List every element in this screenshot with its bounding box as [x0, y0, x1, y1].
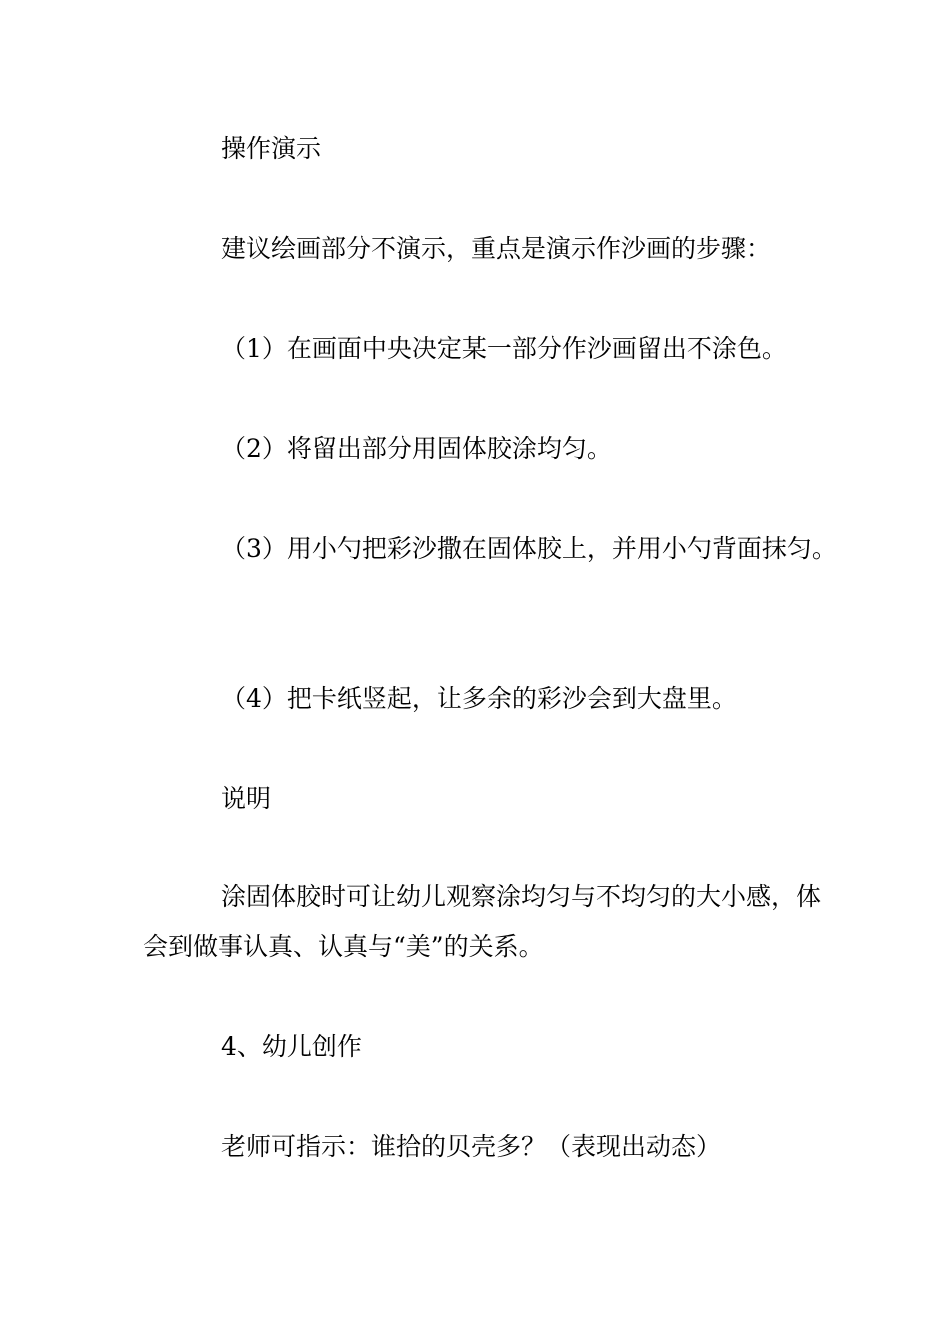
step-1: （1）在画面中央决定某一部分作沙画留出不涂色。 — [221, 334, 787, 363]
paragraph-explanation: 涂固体胶时可让幼儿观察涂均匀与不均匀的大小感，体会到做事认真、认真与“美”的关系。 — [143, 882, 822, 961]
paragraph-teacher-instruction: 老师可指示：谁拾的贝壳多？（表现出动态） — [221, 1132, 722, 1161]
heading-operation-demo: 操作演示 — [221, 134, 322, 163]
heading-child-creation: 4、幼儿创作 — [221, 1032, 362, 1061]
step-3: （3）用小勺把彩沙撒在固体胶上，并用小勺背面抹匀。 — [221, 534, 837, 563]
paragraph-suggestion: 建议绘画部分不演示，重点是演示作沙画的步骤： — [221, 234, 772, 263]
step-2: （2）将留出部分用固体胶涂均匀。 — [221, 434, 612, 463]
step-4: （4）把卡纸竖起，让多余的彩沙会到大盘里。 — [221, 684, 737, 713]
heading-explanation: 说明 — [221, 784, 272, 813]
